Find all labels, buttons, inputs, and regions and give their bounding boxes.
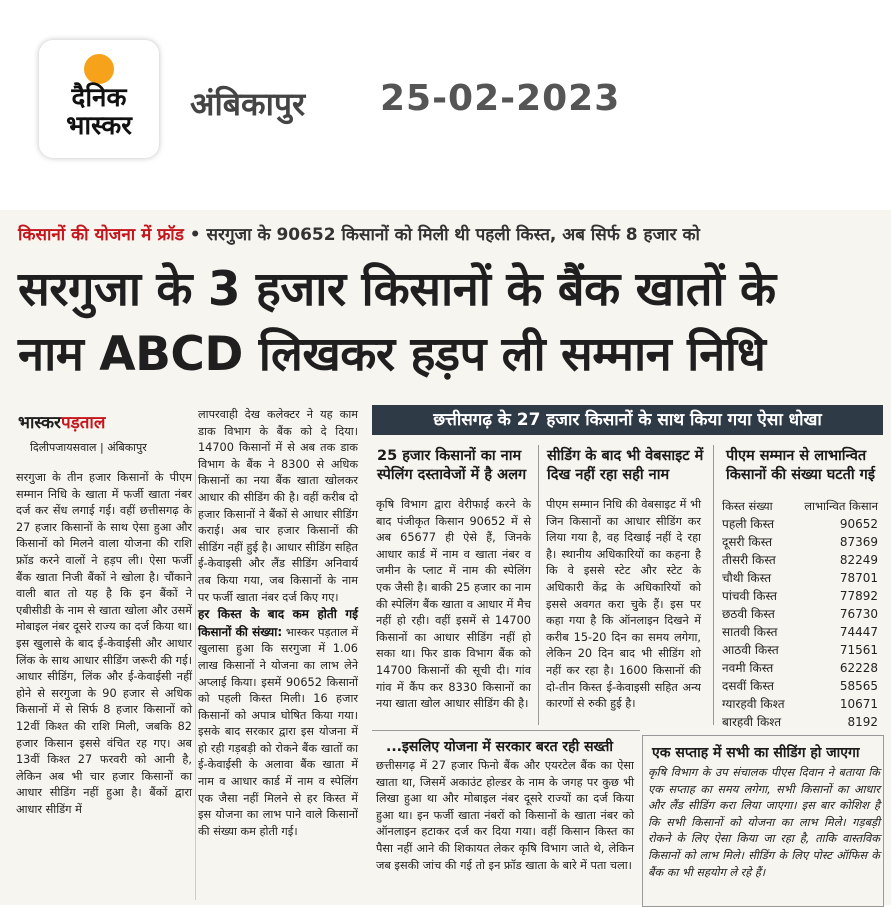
table-row [722,605,882,623]
farmer-count: 8192 [847,715,878,729]
box4-body: छत्तीसगढ़ में 27 हजार फिनो बैंक और एयरटेल बैंक का ऐसा खाता था, जिसमें अकाउंट होल्डर के नाम के जगह पर कुछ भी लिखा हुआ था और मोबाइल नंबर दूसरे राज्यों का दर्ज किया हुआ था। इन फर्जी खाता नंबरों को किसानों के खाता नंबर को ऑनलाइन हटाकर दर्ज कर दिया गया। वहीं किसान किस्त का पैसा नहीं आने की शिकायत लेकर कृषि विभाग जाते थे, लेकिन जब इसकी जांच की गई तो इन फ्रॉड खाता के बारे में पता चला। [376,759,634,872]
col2-paragraph-2: भास्कर पड़ताल में खुलासा हुआ कि सरगुजा में 1.06 लाख किसानों ने योजना का लाभ लेने अप्लाई किया। इसमें 90652 किसानों को पहली किस्त मिली। 16 हजार किसानों को अपात्र घोषित किया गया। इसके बाद सरकार द्वारा इस योजना में हो रही गड़बड़ी को रोकने बैंक खातों का ई-केवाईसी के अलावा बैंक खाता में नाम व आधार कार्ड में नाम व स्पेलिंग एक जैसा नहीं मिलने से हर किस्त में इस योजना का लाभ पाने वाले किसानों की संख्या कम होती गई। [198,625,359,838]
box-divider [713,445,714,725]
farmer-count: 62228 [839,661,878,675]
installment-table [722,497,882,731]
table-row [722,713,882,731]
table-row [722,695,882,713]
farmer-count: 87369 [839,535,878,549]
farmer-count: 90652 [839,517,878,531]
table-row [722,533,882,551]
farmer-count: 78701 [839,571,878,585]
farmer-count: 10671 [839,697,878,711]
installment-name: ग्यारहवी किश्त [722,697,785,711]
kicker-rest: • सरगुजा के 90652 किसानों को मिली थी पहली किस्त, अब सिर्फ 8 हजार को [189,225,700,245]
brand-tag-part1: भास्कर [18,413,61,433]
table-row [722,551,882,569]
box2-body: पीएम सम्मान निधि की वेबसाइट में भी जिन किसानों का आधार सीडिंग कर लिया गया है, वह दिखाई नहीं दे रहा है। स्थानीय अधिकारियों का कहना है कि वे इससे स्टेट और स्टेट के अधिकारी केंद्र के अधिकारियों को इससे अवगत करा चुके हैं। इस पर कहा गया है कि ऑनलाइन दिखने में करीब 15-20 दिन का समय लगेगा, लेकिन 20 दिन बाद भी सीडिंग शो नहीं कर रहा है। 1600 किसानों की दो-तीन किस्त ई-केवाइसी सहित अन्य कारणों से रुकी हुई है। [546,498,701,711]
farmer-count: 58565 [839,679,878,693]
table-row [722,587,882,605]
installment-name: तीसरी किस्त [722,553,776,567]
installment-name: बारहवी किश्त [722,715,782,729]
box3-title: पीएम सम्मान से लाभान्वित किसानों की संख्या घटती गई [726,448,875,483]
col2-subhead: हर किस्त के बाद कम होती गई किसानों की संख्या: [198,607,358,639]
edition-city: अंबिकापुर [190,85,306,123]
table-header-row [722,497,882,515]
installment-name: सातवी किस्त [722,625,778,639]
table-row [722,515,882,533]
farmer-count: 71561 [839,643,878,657]
farmer-count: 82249 [839,553,878,567]
article-column-1: सरगुजा के तीन हजार किसानों के पीएम सम्मान निधि के खाता में फर्जी खाता नंबर दर्ज कर सेंध लगाई गई। वहीं छत्तीसगढ़ के 27 हजार किसानों के साथ ऐसा हुआ और किसानों को मिलने वाला योजना की राशि फ्रॉड करने वालों ने हड़प ली। ऐसा फर्जी बैंक खाता निजी बैंकों ने खोला है। चौंकाने वाली बात तो यह है कि इन बैंकों ने एबीसीडी के नाम से खाता खोला और उसमें मोबाइल नंबर दूसरे राज्य का दर्ज किया था। इस खुलासे के बाद ई-केवाईसी और आधार लिंक के साथ आधार सीडिंग जरूरी की गई। आधार सीडिंग, लिंक और ई-केवाईसी नहीं होने से सरगुजा के 90 हजार से अधिक किसानों में से सिर्फ 8 हजार किसानों को 12वीं किश्त की राशि मिली, जबकि 82 हजार किसान इससे वंचित रह गए। अब 13वीं किश्त 27 फरवरी को आनी है, लेकिन अब भी चार हजार किसानों का आधार सीडिंग नहीं हुआ है। बैंकों द्वारा आधार सीडिंग में [16,471,192,816]
farmer-count: 77892 [839,589,878,603]
brand-tag-part2: पड़ताल [60,413,106,433]
kicker-red: किसानों की योजना में फ्रॉड [18,225,184,245]
table-header-cell: लाभान्वित किसान [804,499,878,513]
table-row [722,641,882,659]
box2-title: सीडिंग के बाद भी वेबसाइट में दिख नहीं रहा सही नाम [547,448,704,483]
table-row [722,659,882,677]
box5-title: एक सप्ताह में सभी का सीडिंग हो जाएगा [652,745,860,761]
box1-body: कृषि विभाग द्वारा वेरीफाई करने के बाद पंजीकृत किसान 90652 में से अब 65677 ही ऐसे हैं, जिनके आधार कार्ड में नाम व खाता नंबर व जमीन के प्लाट में नाम की स्पेलिंग एक जैसी है। बाकी 25 हजार का नाम की स्पेलिंग बैंक खाता व आधार में मैच नहीं हो रही। वहीं इसमें से 14700 किसानों का आधार सीडिंग नहीं हो सका था। फिर डाक विभाग बैंक को 14700 किसानों की सूची दी। गांव गांव में कैंप कर 8330 किसानों का नया खाता खोल आधार सीडिंग की है। [376,498,531,711]
logo-text-line1: दैनिक [71,83,127,113]
bhaskar-padtal-tag [18,410,198,434]
table-row [722,677,882,695]
installment-name: दसवीं किस्त [722,679,774,693]
byline: दिलीपजायसवाल | अंबिकापुर [30,441,147,454]
table-row [722,569,882,587]
column-divider [195,470,196,900]
article-column-2 [198,407,358,840]
headline-line2: नाम ABCD लिखकर हड़प ली सम्मान निधि [18,327,766,382]
installment-name: पांचवी किस्त [722,589,777,603]
section-divider [372,730,640,731]
installment-name: चौथी किस्त [722,571,772,585]
installment-name: पहली किस्त [722,517,775,531]
article-kicker [18,222,700,245]
sun-icon [84,54,114,84]
sidebar-banner: छत्तीसगढ़ के 27 हजार किसानों के साथ किया गया ऐसा धोखा [372,405,883,435]
box5-body: कृषि विभाग के उप संचालक पीएस दिवान ने बताया कि एक सप्ताह का समय लगेगा, सभी किसानों का आधार और लैंड सीडिंग करा लिया जाएगा। इस बार कोशिश है कि सभी किसानों को योजना का लाभ मिले। गड़बड़ी रोकने के लिए ऐसा किया जा रहा है, ताकि वास्तविक किसानों को लाभ मिले। सीडिंग के लिए पोस्ट ऑफिस के बैंक का भी सहयोग ले रहे हैं। [648,766,880,879]
installment-name: नवमी किस्त [722,661,774,675]
table-header-cell: किस्त संख्या [722,499,773,513]
headline-line1: सरगुजा के 3 हजार किसानों के बैंक खातों के [18,262,776,317]
box4-title: ...इसलिए योजना में सरकार बरत रही सख्ती [386,739,613,755]
installment-name: दूसरी किस्त [722,535,773,549]
app-logo[interactable] [39,40,159,158]
edition-date: 25-02-2023 [380,78,621,119]
logo-text-line2: भास्कर [66,111,132,141]
col2-paragraph-1: लापरवाही देख कलेक्टर ने यह काम डाक विभाग के बैंक को दे दिया। 14700 किसानों में से अब तक डाक विभाग के बैंक ने 8300 से अधिक किसानों का नया बैंक खाता खोलकर आधार की सीडिंग की है। वहीं करीब दो हजार किसानों ने बैंकों से आधार सीडिंग कराई। अब चार हजार किसानों की सीडिंग नहीं हुई है। आधार सीडिंग सहित ई-केवाइसी और लैंड सीडिंग अनिवार्य तब किया गया, जब किसानों के नाम पर फर्जी खाता नंबर दर्ज किए गए। [198,408,358,604]
table-row [722,623,882,641]
installment-name: छठवी किस्त [722,607,775,621]
installment-name: आठवी किस्त [722,643,779,657]
box-divider [538,445,539,725]
farmer-count: 74447 [839,625,878,639]
box1-title: 25 हजार किसानों का नाम स्पेलिंग दस्तावेजों में है अलग [377,448,527,483]
farmer-count: 76730 [839,607,878,621]
